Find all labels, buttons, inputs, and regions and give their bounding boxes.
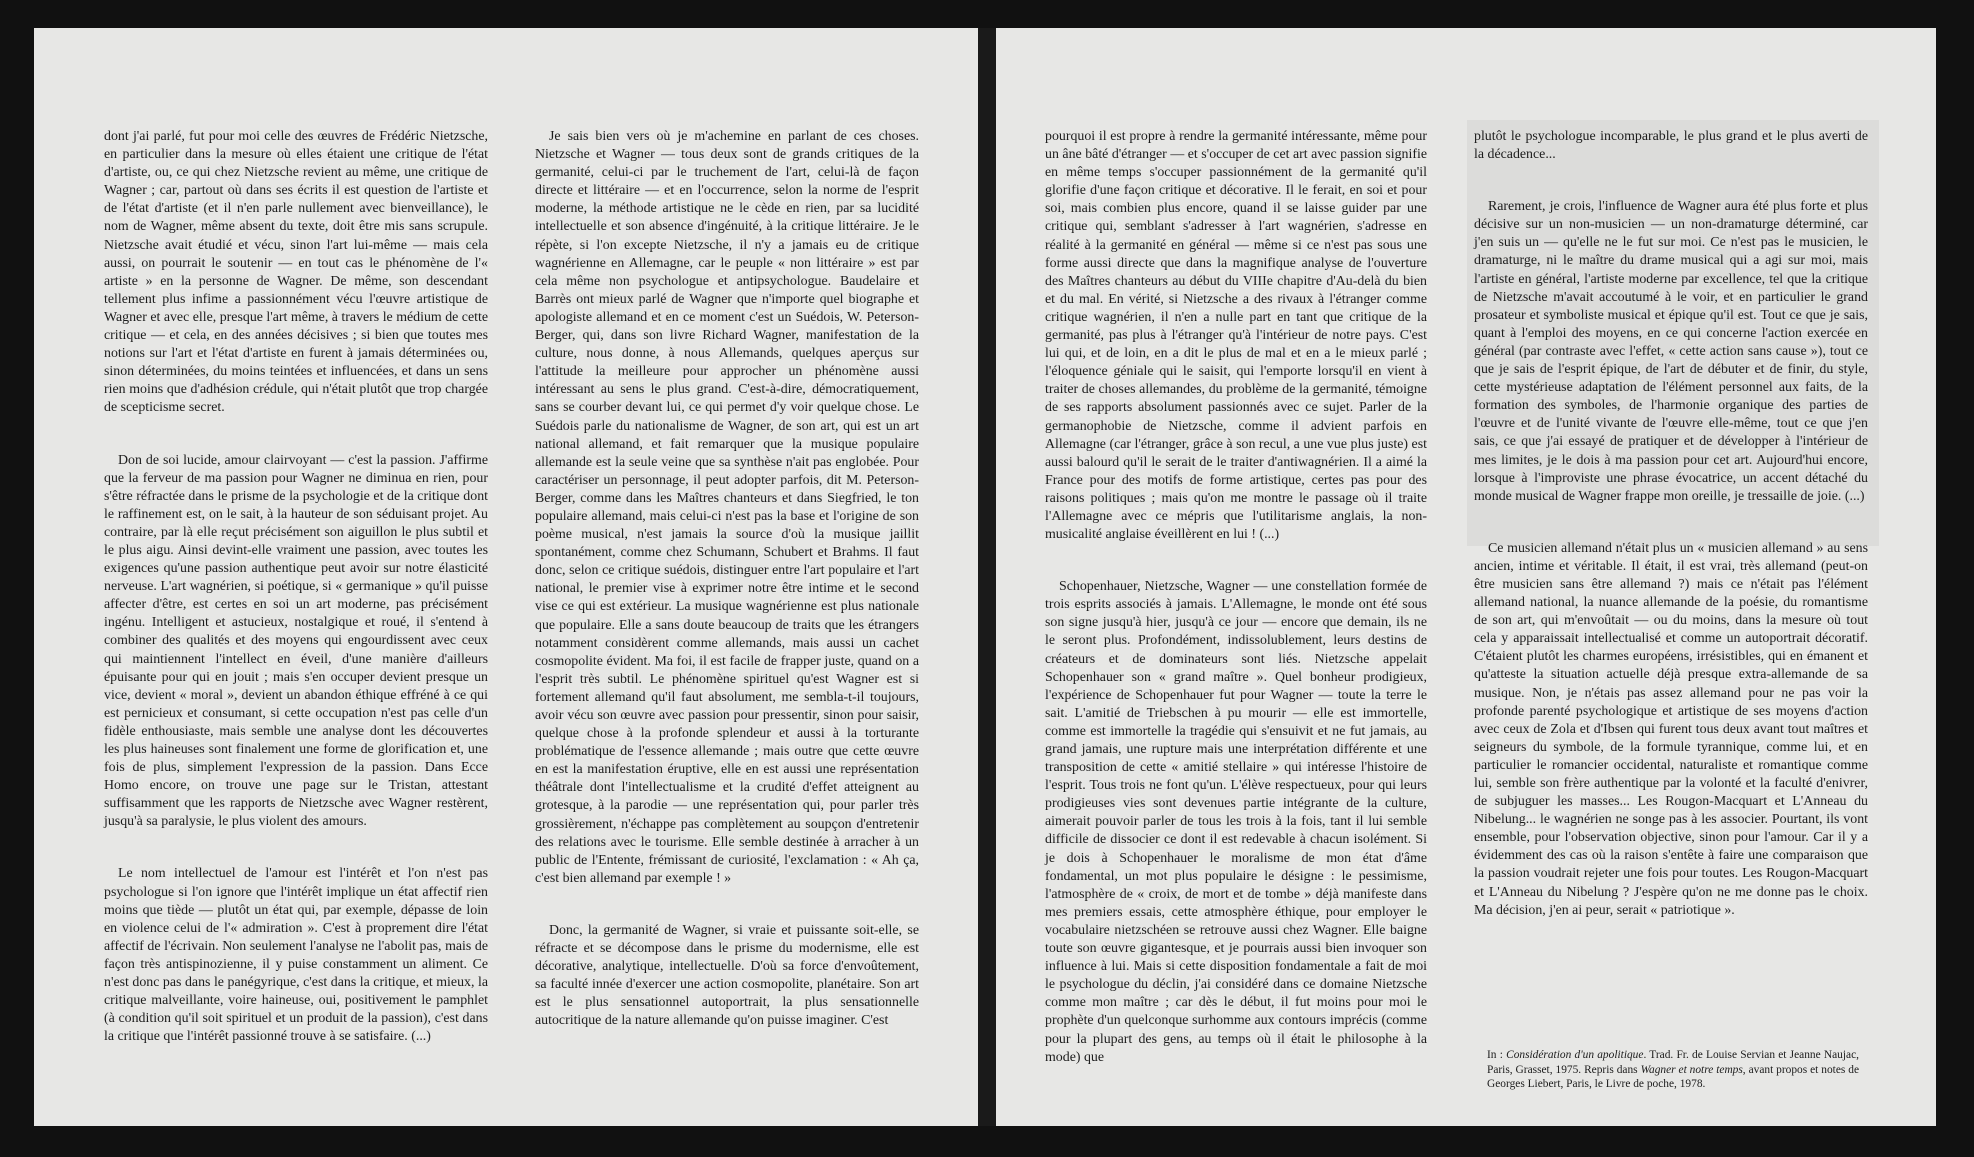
- paragraph: Je sais bien vers où je m'achemine en parlant de ces choses. Nietzsche et Wagner — tous deux sont de grands critiques de la germanité, celui-ci par le truchement de l'art, celui-là de façon directe et littéraire — et en l'occurrence, selon la norme de l'esprit moderne, la méthode artistique ne le cède en rien, par sa lucidité intellectuelle et son absence d'ingénuité, à la critique littéraire. Je le répète, si l'on excepte Nietzsche, il n'y a jamais eu de critique wagnérienne en Allemagne, car le peuple « non littéraire » est par cela même non psychologue et antipsychologue. Baudelaire et Barrès ont mieux parlé de Wagner que n'importe quel biographe et apologiste allemand et en ce moment c'est un Suédois, W. Peterson-Berger, qui, dans son livre Richard Wagner, manifestation de la culture, nous donne, à nous Allemands, quelques aperçus sur l'attitude la meilleure pour approcher un phénomène aussi intéressant au sens le plus grand. C'est-à-dire, démocratiquement, sans se courber devant lui, ce qui permet d'y voir quelque chose. Le Suédois parle du nationalisme de Wagner, de son art, qui est un art national allemand, et fait remarquer que la musique populaire allemande est la seule veine que sa synthèse n'ait pas englobée. Pour caractériser un personnage, il peut adopter parfois, dit M. Peterson-Berger, comme dans les Maîtres chanteurs et dans Siegfried, le ton populaire allemand, mais celui-ci n'est pas la base et l'origine de son poème musical, n'est jamais la source d'où la musique jaillit spontanément, comme chez Schumann, Schubert et Brahms. Il faut donc, selon ce critique suédois, distinguer entre l'art populaire et l'art national, le premier vise à exprimer notre être intime et le second vise ce qui est extérieur. La musique wagnérienne est plus nationale que populaire. Elle a sans doute beaucoup de traits que les étrangers notamment considèrent comme allemands, mais aussi un cachet cosmopolite évident. Ma foi, il est facile de frapper juste, quand on a l'esprit très subtil. Le phénomène spirituel qu'est Wagner est si fortement allemand qu'il faut absolument, me sembla-t-il toujours, avoir vécu son œuvre avec passion pour pressentir, sinon pour saisir, quelque chose à la profonde splendeur et aussi à la torturante problématique de l'essence allemande ; mais outre que cette œuvre en est la manifestation éruptive, elle en est aussi une représentation théâtrale dont l'intellectualisme et la crudité d'effet atteignent au grotesque, à la parodie — une représentation qui, pour parler très grossièrement, n'échappe pas complètement au soupçon d'entretenir des relations avec le tourisme. Elle semble destinée à arracher à un public de l'Entente, frémissant de curiosité, l'exclamation : « Ah ça, c'est bien allemand par exemple ! »: [535, 129, 919, 886]
- paragraph: Schopenhauer, Nietzsche, Wagner — une constellation formée de trois esprits associés à jamais. L'Allemagne, le monde ont été sous son signe jusqu'à hier, jusqu'à ce jour — encore que demain, ils ne le seront plus. Profondément, indissolublement, leurs destins de créateurs et de dominateurs sont liés. Nietzsche appelait Schopenhauer son « grand maître ». Quel bonheur prodigieux, l'expérience de Schopenhauer fut pour Wagner — toute la terre le sait. L'amitié de Triebschen à pu mourir — elle est immortelle, comme est immortelle la tragédie qui s'ensuivit et ne fut jamais, au grand jamais, une rupture mais une interprétation différente et une transposition de cette « amitié stellaire » qui intéresse l'histoire de l'esprit. Tous trois ne font qu'un. L'élève respectueux, pour qui leurs prodigieuses vies sont devenues partie intégrante de la culture, aimerait pouvoir parler de tous les trois à la fois, tant il lui semble difficile de dissocier ce dont il est redevable à chacun isolément. Si je dois à Schopenhauer le moralisme de mon état d'âme fondamental, un mot plus populaire le désigne : le pessimisme, l'atmosphère de « croix, de mort et de tombe » déjà manifeste dans mes premiers essais, cette atmosphère éthique, pour employer le vocabulaire nietzschéen se retrouve aussi chez Wagner. Elle baigne toute son œuvre gigantesque, et je pourrais aussi bien invoquer son influence à lui. Mais si cette disposition fondamentale a fait de moi le psychologue du déclin, j'ai considéré dans ce domaine Nietzsche comme mon maître ; car dès le début, il fut moins pour moi le prophète d'un quelconque surhomme aux contours imprécis (comme pour la plupart des gens, au temps où il était le philosophe à la mode) que: [1045, 579, 1427, 1065]
- paragraph: Donc, la germanité de Wagner, si vraie et puissante soit-elle, se réfracte et se décompose dans le prisme du modernisme, elle est décorative, analytique, intellectuelle. D'où sa force d'envoûtement, sa faculté innée d'exercer une action cosmopolite, planétaire. Son art est le plus sensationnel autoportrait, la plus sensationnelle autocritique de la nature allemande qu'on puisse imaginer. C'est: [535, 922, 919, 1029]
- column-1: [104, 128, 488, 1080]
- source-title-2: Wagner et notre temps: [1640, 1063, 1743, 1076]
- paragraph: plutôt le psychologue incomparable, le plus grand et le plus averti de la décadence...: [1474, 129, 1868, 163]
- paragraph: pourquoi il est propre à rendre la germanité intéressante, même pour un âne bâté d'étranger — et s'occuper de cet art avec passion signifie en même temps s'occuper passionnément de la germanité qu'il glorifie d'une façon critique et décorative. Il le ferait, en soi et pour soi, mais combien plus encore, quand il se laisse guider par une critique qui, semblant s'adresser à l'art wagnérien, s'adresse en réalité à la germanité en général — même si ce n'est pas sous une forme aussi directe que dans la magnifique analyse de l'ouverture des Maîtres chanteurs au début du VIIIe chapitre d'Au-delà du bien et du mal. En vérité, si Nietzsche a des rivaux à l'étranger comme critique wagnérien, il n'en a nulle part en tant que critique de la germanité, pas plus à l'étranger qu'à l'intérieur de notre pays. C'est lui qui, et de loin, en a dit le plus de mal et en a le mieux parlé ; l'éloquence géniale qui le saisit, qui l'emporte lorsqu'il en vient à traiter de choses allemandes, du problème de la germanité, témoigne de ses rapports absolument passionnés avec ce sujet. Parler de la germanophobie de Nietzsche, comme il advient parfois en Allemagne (car l'étranger, grâce à son recul, a une vue plus juste) est aussi balourd qu'il le serait de le traiter d'antiwagnérien. Il a aimé la France pour des motifs de forme artistique, certes pas pour des raisons politiques ; mais qu'on me montre le passage où il traite l'Allemagne avec ce mépris que l'utilitarisme anglais, la non-musicalité anglaise éveillèrent en lui ! (...): [1045, 129, 1427, 543]
- right-page: [996, 28, 1936, 1126]
- source-translation: . Trad. Fr. de Louise Servian et Jeanne Naujac, Paris, Grasset, 1975. Repris dans: [1487, 1049, 1859, 1076]
- source-citation: [1487, 1048, 1859, 1092]
- book-gutter: [978, 28, 996, 1126]
- paragraph: Don de soi lucide, amour clairvoyant — c'est la passion. J'affirme que la ferveur de ma passion pour Wagner ne diminua en rien, pour s'être réfractée dans le prisme de la psychologie et de la critique dont le raffinement est, on le sait, à la hauteur de son séduisant projet. Au contraire, par là elle reçut précisément son aiguillon le plus subtil et le plus aigu. Ainsi devint-elle vraiment une passion, avec toutes les exigences qu'une passion authentique peut avoir sur notre élasticité nerveuse. L'art wagnérien, si poétique, si « germanique » qu'il puisse affecter d'être, est certes en soi un art moderne, pas précisément ingénu. Intelligent et astucieux, nostalgique et roué, il s'entend à combiner des qualités et des moyens qui engourdissent avec ceux qui maintiennent l'intellect en éveil, d'une manière d'ailleurs épuisante pour qui en jouit ; mais s'en occuper devient presque un vice, devient « moral », devient un abandon éthique effréné à ce qui est pernicieux et consumant, si cette occupation n'est pas celle d'un fidèle enthousiaste, mais semble une analyse dont les découvertes les plus haineuses sont finalement une forme de glorification et, une fois de plus, simplement l'expression de la passion. Dans Ecce Homo encore, on trouve une page sur le Tristan, attestant suffisamment que les rapports de Nietzsche avec Wagner restèrent, jusqu'à sa paralysie, le plus violent des amours.: [104, 452, 488, 830]
- column-2: [535, 128, 919, 1065]
- column-4: [1474, 128, 1868, 954]
- paragraph: dont j'ai parlé, fut pour moi celle des œuvres de Frédéric Nietzsche, en particulier dans la mesure où elles étaient une critique de l'état d'artiste, ou, ce qui chez Nietzsche revient au même, une critique de Wagner ; car, partout où dans ses écrits il est question de l'artiste et de l'état d'artiste (et il n'en parle nullement avec bienveillance), le nom de Wagner, même absent du texte, doit être mis sans scrupule. Nietzsche avait étudié et vécu, sinon l'art lui-même — mais cela aussi, on pourrait le soutenir — en tout cas le phénomène de l'« artiste » en la personne de Wagner. De même, son descendant tellement plus infime a passionnément vécu l'œuvre artistique de Wagner et avec elle, presque l'art même, à travers le médium de cette critique — et cela, en des années décisives ; si bien que toutes mes notions sur l'art et l'état d'artiste en furent à jamais déterminées ou, sinon déterminées, du moins teintées et influencées, et dans un sens rien moins que d'adhésion crédule, qui n'était plutôt que trop chargée de scepticisme secret.: [104, 129, 488, 416]
- paragraph: Ce musicien allemand n'était plus un « musicien allemand » au sens ancien, intime et véritable. Il était, il est vrai, très allemand (peut-on être musicien sans être allemand ?) mais ce n'était pas l'élément allemand national, la nuance allemande de la poésie, du romantisme de son art, qui m'envoûtait — ou du moins, dans la mesure où tout cela y apparaissait intellectualisé et comme un autoportrait décoratif. C'étaient plutôt les charmes européens, irrésistibles, qui en émanent et qu'atteste la situation actuelle déjà presque extra-allemande de sa musique. Non, je n'étais pas assez allemand pour ne pas voir la profonde parenté psychologique et artistique de ses moyens d'action avec ceux de Zola et d'Ibsen qui furent tous deux avant tout maîtres et seigneurs du symbole, de la formule tyrannique, comme lui, et en particulier le romancier occidental, naturaliste et romantique comme lui, semble son frère authentique par la volonté et la faculté d'enivrer, de subjuguer les masses... Les Rougon-Macquart et L'Anneau du Nibelung... le wagnérien ne songe pas à les associer. Pourtant, ils vont ensemble, pour l'observation objective, sinon pour l'amour. Car il y a évidemment des cas où la raison s'entête à faire une comparaison que la passion voudrait rejeter une fois pour toutes. Les Rougon-Macquart et L'Anneau du Nibelung ? J'espère qu'on ne me donne pas le choix. Ma décision, j'en ai peur, serait « patriotique ».: [1474, 540, 1868, 918]
- source-prefix: In :: [1487, 1049, 1507, 1061]
- source-publisher: , avant propos et notes de Georges Liebert, Paris, le Livre de poche, 1978.: [1487, 1063, 1859, 1090]
- source-title: Considération d'un apolitique: [1506, 1049, 1644, 1061]
- paragraph: Rarement, je crois, l'influence de Wagner aura été plus forte et plus décisive sur un non-musicien — un non-dramaturge déterminé, car j'en suis un — qu'elle ne le fut sur moi. Ce n'est pas le musicien, le dramaturge, ni le maître du drame musical qui a agi sur moi, mais l'artiste en général, l'artiste moderne par excellence, tel que la critique de Nietzsche m'avait accoutumé à le voir, et en particulier le grand prosateur et symboliste musical et épique qu'il est. Tout ce que je sais, quant à l'emploi des moyens, en ce qui concerne l'action exercée en général (par contraste avec l'effet, « cette action sans cause »), tout ce que je sais de l'esprit épique, de l'art de débuter et de finir, du style, cette mystérieuse adaptation de l'élément personnel aux faits, de la formation des symboles, de l'harmonie organique des parties de l'œuvre et de l'unité vivante de l'œuvre elle-même, tout ce que j'en sais, ce que j'ai essayé de pratiquer et de développer à l'intérieur de mes limites, je le dois à ma passion pour cet art. Aujourd'hui encore, lorsque à l'improviste une phrase évocatrice, un accent détaché du monde musical de Wagner frappe mon oreille, je tressaille de joie. (...): [1474, 199, 1868, 504]
- column-3: [1045, 128, 1427, 1101]
- paragraph: Le nom intellectuel de l'amour est l'intérêt et l'on n'est pas psychologue si l'on ignore que l'intérêt implique un état affectif rien moins que tiède — plutôt un état qui, par exemple, dépasse de loin en violence celui de l'« admiration ». C'est à proprement dire l'état affectif de l'écrivain. Non seulement l'analyse ne l'abolit pas, mais de façon très antispinozienne, il y puise constamment un aliment. Ce n'est donc pas dans le panégyrique, c'est dans la critique, et mieux, la critique malveillante, voire haineuse, oui, positivement le pamphlet (à condition qu'il soit spirituel et un produit de la passion), c'est dans la critique que l'intérêt passionné trouve à se satisfaire. (...): [104, 866, 488, 1045]
- left-page: [34, 28, 978, 1126]
